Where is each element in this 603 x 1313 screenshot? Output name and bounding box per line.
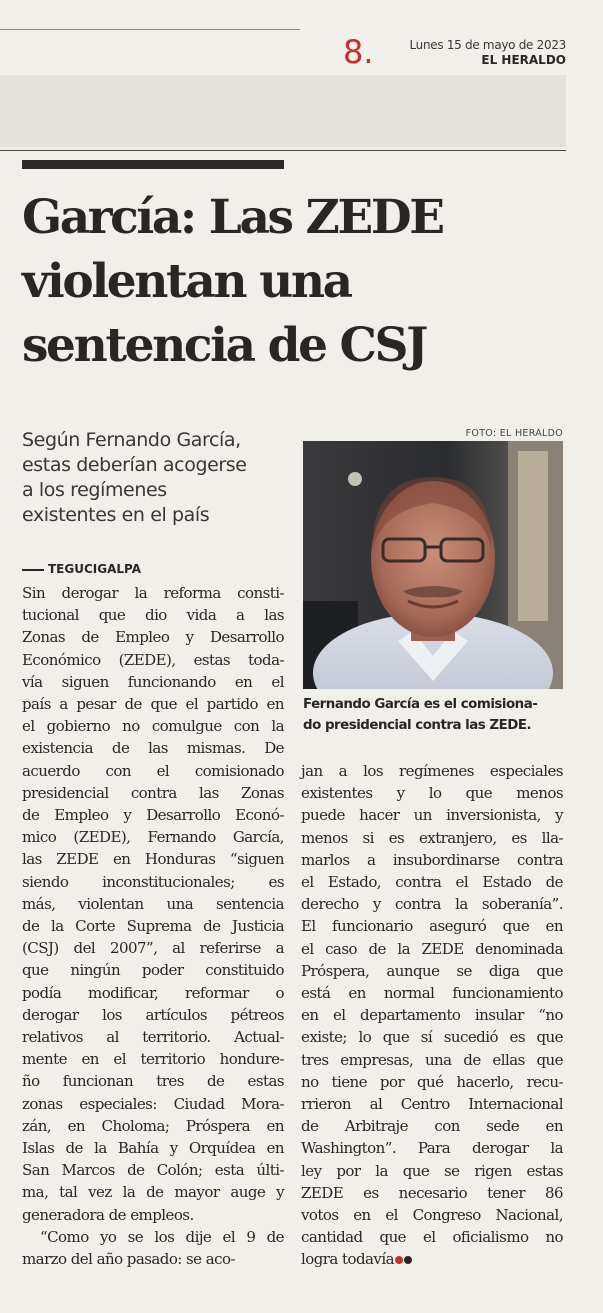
photo-credit: FOTO: EL HERALDO [465, 428, 563, 439]
dateline-dash [22, 569, 44, 571]
body-text-line: que ningún poder constituido [22, 961, 284, 980]
body-text-line: existencia de las mismas. De [22, 739, 284, 758]
body-text-line: marzo del año pasado: se aco- [22, 1250, 235, 1269]
body-text-line: existe; lo que sí sucedió es que [301, 1028, 563, 1047]
end-of-article-mark [395, 1256, 403, 1264]
body-text-line: cantidad que el oficialismo no [301, 1228, 563, 1247]
body-text-line: Zonas de Empleo y Desarrollo [22, 628, 284, 647]
body-text-line: jan a los regímenes especiales [301, 762, 563, 780]
fold-line [0, 29, 300, 30]
newspaper-name: EL HERALDO [481, 53, 566, 67]
subhead-line: a los regímenes [22, 479, 167, 501]
body-column-1 [22, 582, 284, 1270]
body-text-line: derogar los artículos pétreos [22, 1005, 284, 1024]
body-text-line: vía siguen funcionando en el [22, 672, 284, 691]
body-text-line: logra todavía [301, 1248, 563, 1270]
body-text-line: presidencial contra las Zonas [22, 783, 284, 802]
body-column-2 [301, 760, 563, 1271]
body-text-line: Económico (ZEDE), estas toda- [22, 650, 284, 669]
body-text-line: puede hacer un inversionista, y [301, 806, 563, 825]
body-text-line: acuerdo con el comisionado [22, 761, 284, 780]
body-text-line: no tiene por qué hacerlo, recu- [301, 1072, 563, 1091]
body-text-line: “Como yo se los dije el 9 de [40, 1227, 284, 1246]
body-text-line: zán, en Choloma; Próspera en [22, 1116, 284, 1135]
end-of-article-mark [404, 1256, 412, 1264]
body-text-line: ma, tal vez la de mayor auge y [22, 1183, 284, 1202]
body-text-line: tucional que dio vida a las [22, 606, 284, 625]
body-text-line: de Empleo y Desarrollo Econó- [22, 806, 284, 825]
body-text-line: rrieron al Centro Internacional [301, 1095, 563, 1114]
body-text-line: existentes y lo que menos [301, 784, 563, 803]
body-text-line: Islas de la Bahía y Orquídea en [22, 1139, 284, 1158]
body-text-line: podía modificar, reformar o [22, 983, 284, 1002]
body-text-line: generadora de empleos. [22, 1205, 194, 1224]
dateline: TEGUCIGALPA [22, 562, 141, 576]
body-text-line: zonas especiales: Ciudad Mora- [22, 1094, 284, 1113]
body-text-line: de la Corte Suprema de Justicia [22, 917, 284, 936]
body-text-line: Washington”. Para derogar la [301, 1139, 563, 1158]
header-rule [0, 150, 566, 151]
body-text-line: ley por la que se rigen estas [301, 1161, 563, 1180]
body-text-line: Sin derogar la reforma consti- [22, 584, 284, 602]
body-text-line: el caso de la ZEDE denominada [301, 939, 563, 958]
subhead-line: Según Fernando García, [22, 429, 241, 451]
page-number: 8. [343, 33, 374, 71]
caption-line: do presidencial contra las ZEDE. [303, 718, 532, 733]
body-text-line: más, violentan una sentencia [22, 894, 284, 913]
body-text-line: siendo inconstitucionales; es [22, 872, 284, 891]
body-text-line: mico (ZEDE), Fernando García, [22, 828, 284, 847]
body-text-line: el gobierno no comulgue con la [22, 717, 284, 736]
kicker-bar [22, 160, 284, 169]
body-text-line: San Marcos de Colón; esta últi- [22, 1161, 284, 1180]
body-text-line: mente en el territorio hondure- [22, 1050, 284, 1069]
body-text-line: ño funcionan tres de estas [22, 1072, 284, 1091]
photo-caption [303, 694, 568, 736]
body-text-line: relativos al territorio. Actual- [22, 1028, 284, 1047]
portrait-photo [303, 441, 563, 689]
headline-line: violentan una [22, 254, 351, 309]
subhead-line: existentes en el país [22, 504, 210, 526]
body-text-line: de Arbitraje con sede en [301, 1117, 563, 1136]
body-text-line: las ZEDE en Honduras “siguen [22, 850, 284, 869]
header-band [0, 75, 566, 147]
body-text-line: ZEDE es necesario tener 86 [301, 1183, 563, 1202]
body-text-line: el Estado, contra el Estado de [301, 873, 563, 892]
body-text-line: país a pesar de que el partido en [22, 695, 284, 714]
body-text-line: El funcionario aseguró que en [301, 917, 563, 936]
issue-date: Lunes 15 de mayo de 2023 [409, 38, 566, 52]
body-text-line: está en normal funcionamiento [301, 984, 563, 1003]
body-text-line: Próspera, aunque se diga que [301, 961, 563, 980]
body-text-line: marlos a insubordinarse contra [301, 850, 563, 869]
body-text-line: tres empresas, una de ellas que [301, 1050, 563, 1069]
subhead-line: estas deberían acogerse [22, 454, 247, 476]
body-text-line: en el departamento insular “no [301, 1006, 563, 1025]
headline-line: sentencia de CSJ [22, 318, 426, 373]
caption-line: Fernando García es el comisiona- [303, 697, 538, 712]
headline-line: García: Las ZEDE [22, 190, 443, 245]
body-text-line: (CSJ) del 2007”, al referirse a [22, 939, 284, 958]
subheadline [22, 428, 297, 528]
body-text-line: derecho y contra la soberanía”. [301, 895, 563, 914]
body-text-line: menos si es extranjero, es lla- [301, 828, 563, 847]
body-text-line: votos en el Congreso Nacional, [301, 1206, 563, 1225]
headline [22, 186, 582, 378]
